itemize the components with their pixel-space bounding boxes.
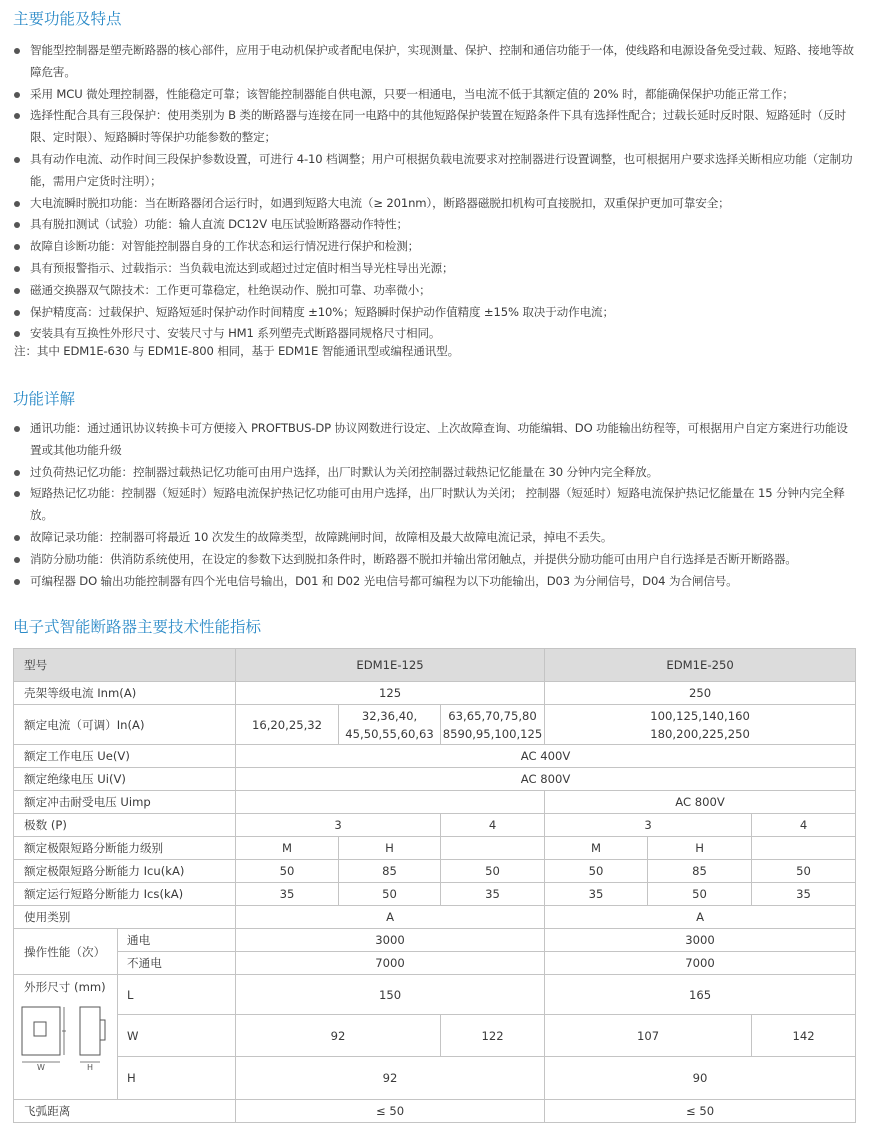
cell-line: 8590,95,100,125 [442, 726, 543, 741]
diagram-w-label: W [37, 1063, 45, 1072]
cell: M [545, 837, 648, 860]
table-row [14, 814, 856, 837]
cell: 35 [752, 883, 856, 906]
cell: 50 [752, 860, 856, 883]
cell [752, 837, 856, 860]
row-label: 飞弧距离 [14, 1100, 236, 1123]
list-item: 具有预报警指示、过载指示：当负载电流达到或超过过定值时相当导光柱导出光源； [0, 258, 870, 280]
cell: 107 [545, 1015, 752, 1057]
cell: 250 [545, 682, 856, 705]
row-label: 额定极限短路分断能力级别 [14, 837, 236, 860]
list-item: 具有脱扣测试（试验）功能：输人直流 DC12V 电压试验断路器动作特性； [0, 214, 870, 236]
list-item: 智能型控制器是塑壳断路器的核心部件，应用于电动机保护或者配电保护，实现测量、保护、控制和通信功能于一体，使线路和电源设备免受过载、短路、接地等故障危害。 [0, 40, 870, 84]
cell: ≤ 50 [545, 1100, 856, 1123]
cell: 50 [648, 883, 752, 906]
cell-line: 180,200,225,250 [650, 726, 750, 741]
cell: 3 [236, 814, 441, 837]
sub-label: L [118, 975, 236, 1015]
list-item: 磁通交换器双气隙技术：工作更可靠稳定，杜绝误动作、脱扣可靠、功率微小； [0, 280, 870, 302]
table-row [14, 682, 856, 705]
cell: 92 [236, 1057, 545, 1100]
cell: ≤ 50 [236, 1100, 545, 1123]
table-header-row [14, 649, 856, 682]
table-row [14, 906, 856, 929]
list-item: 通讯功能：通过通讯协议转换卡可方便接入 PROFTBUS-DP 协议网数进行设定、上次故障查询、功能编辑、DO 功能输出纺程等，可根据用户自定方案进行功能设置或其他功能升级 [0, 418, 870, 462]
cell: 35 [236, 883, 339, 906]
table-row [14, 1100, 856, 1123]
row-label: 额定运行短路分断能力 Ics(kA) [14, 883, 236, 906]
list-item: 采用 MCU 微处理控制器，性能稳定可靠；该智能控制器能自供电源，只要一相通电，当电流不低于其额定值的 20% 时，都能确保保护功能正常工作； [0, 84, 870, 106]
cell: 125 [236, 682, 545, 705]
header-model-125: EDM1E-125 [236, 649, 545, 682]
list-item: 选择性配合具有三段保护：使用类别为 B 类的断路器与连接在同一电路中的其他短路保护装置在短路条件下具有选择性配合；过载长延时反时限、短路延时（反时限、定时限）、短路瞬时等保护功能参数的整定； [0, 105, 870, 149]
row-label: 操作性能（次） [14, 929, 118, 975]
cell: 7000 [545, 952, 856, 975]
cell [339, 705, 441, 745]
header-model-250: EDM1E-250 [545, 649, 856, 682]
note-text: 注：其中 EDM1E-630 与 EDM1E-800 相同，基于 EDM1E 智能通讯型或编程通讯型。 [14, 344, 460, 358]
cell: 50 [545, 860, 648, 883]
cell: M [236, 837, 339, 860]
sub-label: W [118, 1015, 236, 1057]
list-item: 安装具有互换性外形尺寸、安装尺寸与 HM1 系列塑壳式断路器同规格尺寸相同。 [0, 323, 870, 345]
cell: 122 [441, 1015, 545, 1057]
list-item: 可编程器 DO 输出功能控制器有四个光电信号输出，D01 和 D02 光电信号都可编程为以下功能输出，D03 为分闸信号，D04 为合闸信号。 [0, 571, 870, 593]
table-row [14, 975, 856, 1015]
cell: 3000 [545, 929, 856, 952]
section-title-functions: 功能详解 [13, 390, 76, 408]
cell: 142 [752, 1015, 856, 1057]
cell: 3 [545, 814, 752, 837]
row-label: 额定冲击耐受电压 Uimp [14, 791, 236, 814]
dimensions-cell [14, 975, 118, 1100]
list-item: 故障自诊断功能：对智能控制器自身的工作状态和运行情况进行保护和检测； [0, 236, 870, 258]
cell: H [339, 837, 441, 860]
cell [441, 837, 545, 860]
cell: 16,20,25,32 [236, 705, 339, 745]
table-row [14, 768, 856, 791]
table-row [14, 791, 856, 814]
table-row [14, 929, 856, 952]
cell: 7000 [236, 952, 545, 975]
cell: AC 800V [545, 791, 856, 814]
list-item: 消防分励功能：供消防系统使用，在设定的参数下达到脱扣条件时，断路器不脱扣并输出常闭触点，并提供分励功能可由用户自行选择是否断开断路器。 [0, 549, 870, 571]
cell: 35 [441, 883, 545, 906]
list-item: 保护精度高：过载保护、短路短延时保护动作时间精度 ±10%；短路瞬时保护动作值精度 ±15% 取决于动作电流； [0, 302, 870, 324]
table-row [14, 705, 856, 745]
table-row [14, 952, 856, 975]
functions-list [0, 418, 870, 592]
spec-table [13, 648, 856, 1123]
cell [236, 791, 545, 814]
table-row [14, 883, 856, 906]
table-row [14, 837, 856, 860]
list-item: 短路热记忆功能：控制器（短延时）短路电流保护热记忆功能可由用户选择，出厂时默认为关闭； 控制器（短延时）短路电流保护热记忆能量在 15 分钟内完全释放。 [0, 483, 870, 527]
cell: H [648, 837, 752, 860]
cell: 85 [648, 860, 752, 883]
cell: A [236, 906, 545, 929]
cell: 50 [339, 883, 441, 906]
row-label: 额定极限短路分断能力 Icu(kA) [14, 860, 236, 883]
cell: 50 [441, 860, 545, 883]
list-item: 过负荷热记忆功能：控制器过载热记忆功能可由用户选择，出厂时默认为关闭控制器过载热记忆能量在 30 分钟内完全释放。 [0, 462, 870, 484]
cell: 35 [545, 883, 648, 906]
table-row [14, 1015, 856, 1057]
cell-line: 45,50,55,60,63 [345, 726, 434, 741]
cell [545, 705, 856, 745]
cell: 4 [441, 814, 545, 837]
table-row [14, 745, 856, 768]
cell [441, 705, 545, 745]
list-item: 故障记录功能：控制器可将最近 10 次发生的故障类型，故障跳闸时间，故障相及最大故障电流记录，掉电不丢失。 [0, 527, 870, 549]
cell: AC 400V [236, 745, 856, 768]
section-title-specs: 电子式智能断路器主要技术性能指标 [13, 618, 262, 636]
cell: 4 [752, 814, 856, 837]
sub-label: 不通电 [118, 952, 236, 975]
diagram-h-label: H [86, 1063, 94, 1072]
list-item: 具有动作电流、动作时间三段保护参数设置，可进行 4-10 档调整；用户可根据负载电流要求对控制器进行设置调整，也可根据用户要求选择关断相应功能（定制功能，需用户定货时注明）； [0, 149, 870, 193]
section-title-features: 主要功能及特点 [13, 10, 122, 28]
table-row [14, 860, 856, 883]
row-label: 额定绝缘电压 Ui(V) [14, 768, 236, 791]
cell-line: 63,65,70,75,80 [448, 708, 537, 723]
dimension-diagram [20, 1004, 112, 1074]
row-label: 极数 (P) [14, 814, 236, 837]
row-label: 额定电流（可调）In(A) [14, 705, 236, 745]
cell: A [545, 906, 856, 929]
row-label: 额定工作电压 Ue(V) [14, 745, 236, 768]
row-label: 壳架等级电流 Inm(A) [14, 682, 236, 705]
cell: 92 [236, 1015, 441, 1057]
header-label: 型号 [14, 649, 236, 682]
cell: 85 [339, 860, 441, 883]
cell: AC 800V [236, 768, 856, 791]
list-item: 大电流瞬时脱扣功能：当在断路器闭合运行时，如遇到短路大电流（≥ 201nm），断路器磁脱扣机构可直接脱扣，双重保护更加可靠安全； [0, 193, 870, 215]
cell-line: 32,36,40, [361, 708, 418, 723]
cell-line: 100,125,140,160 [650, 708, 750, 723]
features-list [0, 40, 870, 345]
cell: 150 [236, 975, 545, 1015]
table-row [14, 1057, 856, 1100]
cell: 3000 [236, 929, 545, 952]
row-label: 外形尺寸 (mm) [24, 980, 106, 994]
sub-label: H [118, 1057, 236, 1100]
sub-label: 通电 [118, 929, 236, 952]
cell: 50 [236, 860, 339, 883]
row-label: 使用类别 [14, 906, 236, 929]
cell: 165 [545, 975, 856, 1015]
cell: 90 [545, 1057, 856, 1100]
